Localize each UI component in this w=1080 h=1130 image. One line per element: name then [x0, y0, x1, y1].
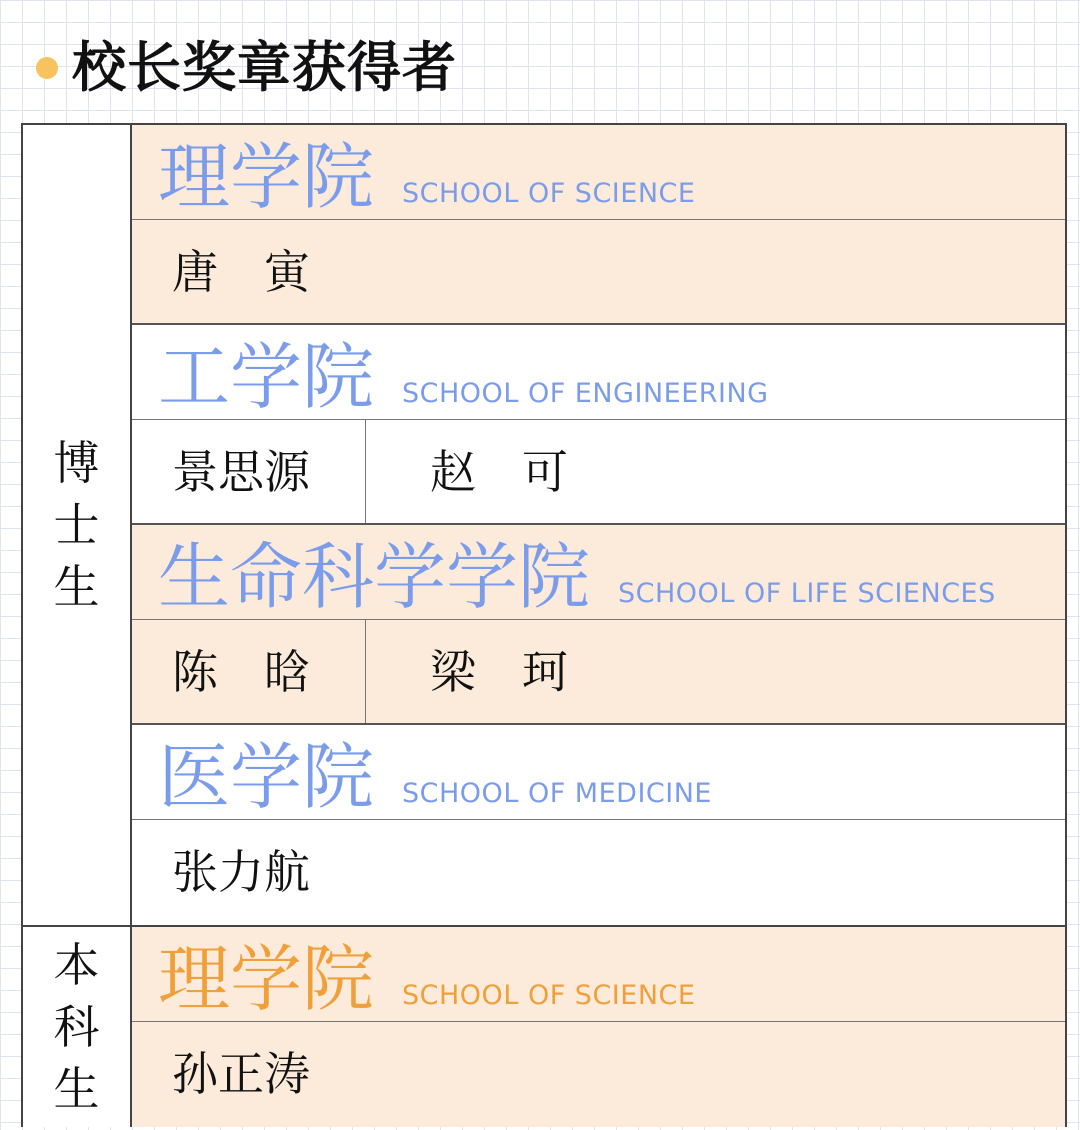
- school-medicine-phd: [132, 725, 1065, 925]
- recipient-name: 景思源: [172, 444, 310, 499]
- bullet-dot-icon: [36, 57, 58, 79]
- school-life-sciences-phd: [132, 525, 1065, 725]
- school-name-en: SCHOOL OF MEDICINE: [402, 778, 712, 809]
- recipient-row: [132, 820, 1065, 923]
- recipient-name: 赵 可: [430, 444, 568, 499]
- school-header: [132, 325, 1065, 420]
- recipient-cell: [132, 420, 365, 523]
- group-phd: [23, 125, 1065, 927]
- recipient-cell: [132, 820, 365, 923]
- school-name-en: SCHOOL OF ENGINEERING: [402, 378, 769, 409]
- level-char: 士: [53, 498, 100, 552]
- title-bar: [36, 30, 457, 106]
- recipient-row: [132, 420, 1065, 523]
- school-name-cn: 理学院: [158, 937, 375, 1021]
- recipient-cell: [132, 620, 365, 723]
- recipient-name: 唐 寅: [172, 244, 310, 299]
- school-name-cn: 理学院: [158, 135, 375, 219]
- school-list-phd: [132, 125, 1065, 925]
- school-name-cn: 工学院: [158, 335, 375, 419]
- school-header: [132, 525, 1065, 620]
- school-header: [132, 125, 1065, 220]
- school-header: [132, 725, 1065, 820]
- awards-table: [21, 123, 1067, 1127]
- recipient-name: 梁 珂: [430, 644, 568, 699]
- school-engineering-phd: [132, 325, 1065, 525]
- recipient-row: [132, 620, 1065, 723]
- level-char: 生: [53, 560, 100, 614]
- level-char: 生: [53, 1062, 100, 1116]
- school-name-cn: 生命科学学院: [158, 535, 591, 619]
- school-list-undergraduate: [132, 927, 1065, 1127]
- recipient-cell: [132, 220, 365, 323]
- level-char: 本: [53, 938, 100, 992]
- school-science-phd: [132, 125, 1065, 325]
- recipient-row: [132, 1022, 1065, 1125]
- level-label-undergraduate: [23, 927, 132, 1127]
- level-char: 博: [53, 436, 100, 490]
- school-name-cn: 医学院: [158, 735, 375, 819]
- school-name-en: SCHOOL OF SCIENCE: [402, 980, 696, 1011]
- school-science-undergraduate: [132, 927, 1065, 1127]
- recipient-name: 孙正涛: [172, 1046, 310, 1101]
- school-name-en: SCHOOL OF LIFE SCIENCES: [618, 578, 996, 609]
- recipient-cell: [365, 620, 568, 723]
- school-header: [132, 927, 1065, 1022]
- level-label-phd: [23, 125, 132, 925]
- page-title: 校长奖章获得者: [72, 36, 457, 99]
- level-char: 科: [53, 1000, 100, 1054]
- recipient-name: 陈 晗: [172, 644, 310, 699]
- recipient-row: [132, 220, 1065, 323]
- recipient-cell: [132, 1022, 365, 1125]
- recipient-cell: [365, 420, 568, 523]
- school-name-en: SCHOOL OF SCIENCE: [402, 178, 696, 209]
- group-undergraduate: [23, 927, 1065, 1127]
- recipient-name: 张力航: [172, 844, 310, 899]
